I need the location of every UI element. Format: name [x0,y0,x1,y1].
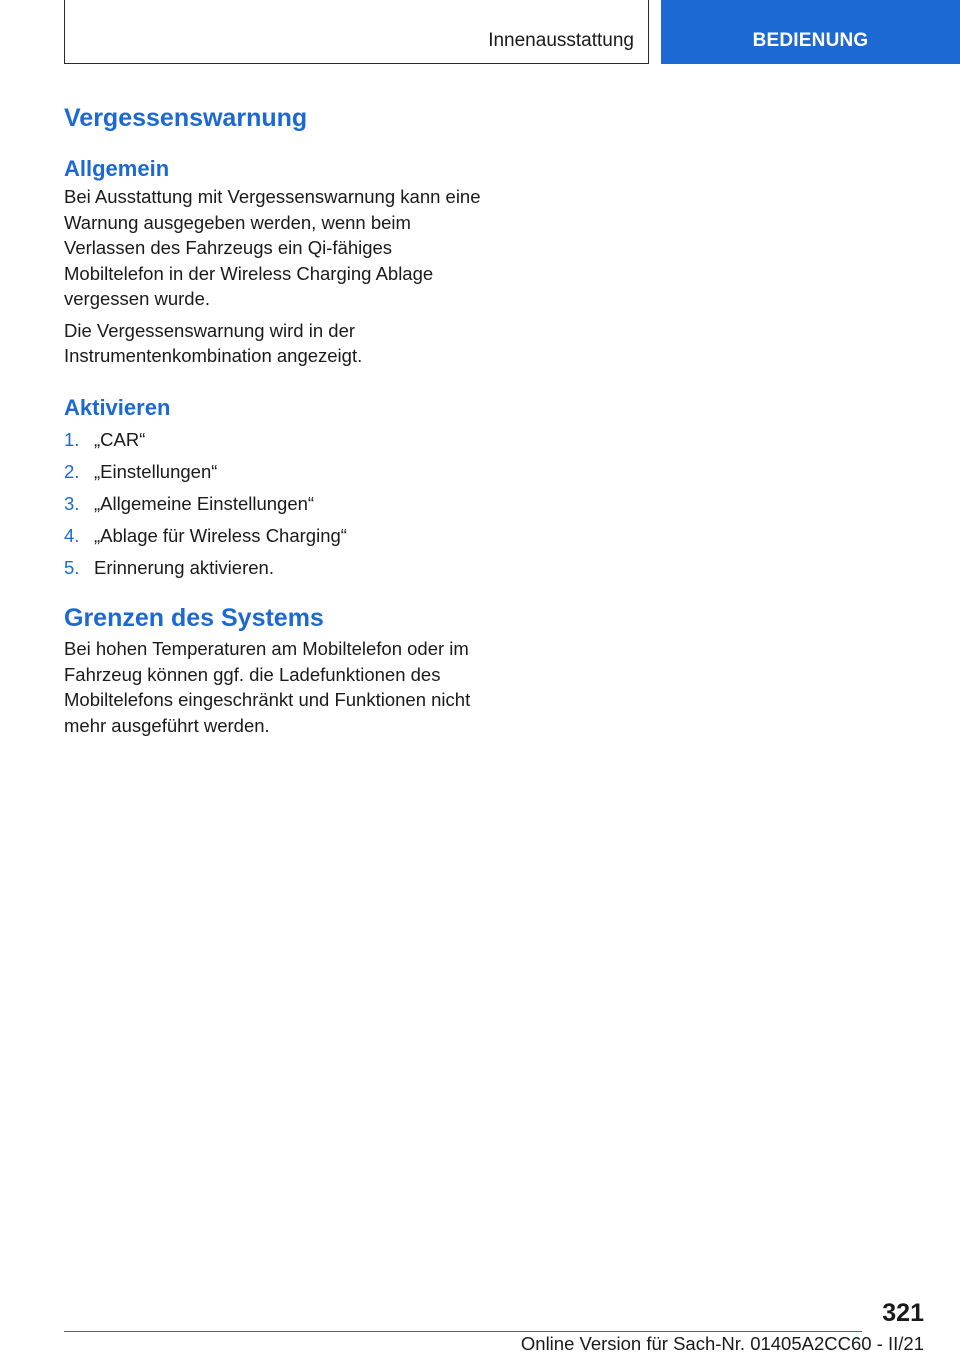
step-text: Erinnerung aktivieren. [94,556,274,578]
list-item [64,523,484,549]
header-section-box [64,0,649,64]
list-item [64,459,484,485]
section-heading-activate: Aktivieren [64,394,171,420]
step-text: „CAR“ [94,428,146,450]
list-item [64,427,484,453]
step-number: 2. [64,460,80,482]
header-section-title: Innenausstattung [488,30,634,51]
section-heading-general: Allgemein [64,156,170,181]
section-heading-limits: Grenzen des Systems [64,604,324,632]
page-title: Vergessenswarnung [64,104,308,132]
step-number: 3. [64,492,80,514]
step-number: 4. [64,524,80,546]
step-number: 5. [64,556,80,578]
step-text: „Einstellungen“ [94,460,218,482]
footer-divider [64,1331,862,1332]
page-number: 321 [882,1299,924,1327]
chapter-tab-label: BEDIENUNG [752,30,869,51]
step-text: „Allgemeine Einstellungen“ [94,492,315,514]
step-number: 1. [64,428,80,450]
activation-steps-list [64,427,484,581]
general-paragraph: Bei Ausstattung mit Vergessenswarnung kann eine Warnung ausgegeben werden, wenn beim Verlassen des Fahrzeugs ein Qi-fähiges Mobiltelefon in der Wireless Charging Ablage vergessen wurde. [64,186,481,309]
limits-paragraph: Bei hohen Temperaturen am Mobiltelefon oder im Fahrzeug können ggf. die Ladefunktionen des Mobiltelefons eingeschränkt und Funktionen nicht mehr ausgeführt werden. [64,638,471,736]
general-paragraph: Die Vergessenswarnung wird in der Instrumentenkombination angezeigt. [64,319,363,366]
step-text: „Ablage für Wireless Charging“ [94,524,347,546]
main-content [64,100,484,738]
chapter-tab [661,0,960,64]
list-item [64,491,484,517]
footer-version-text: Online Version für Sach-Nr. 01405A2CC60 - II/21 [520,1333,924,1354]
list-item [64,555,484,581]
